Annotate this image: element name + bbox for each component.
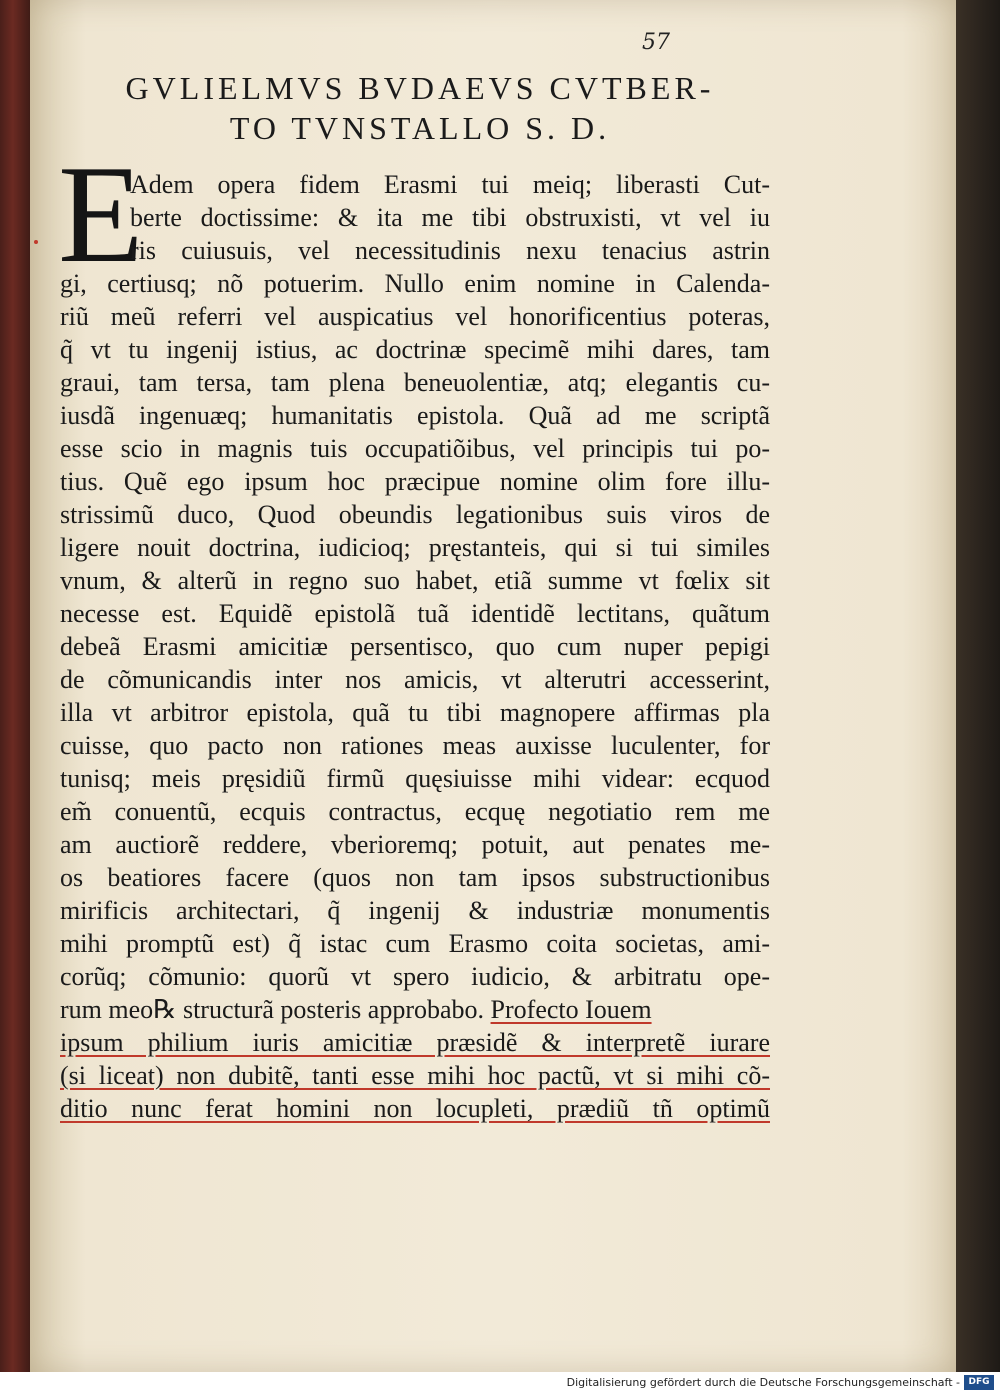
text-line: illa vt arbitror epistola, quã tu tibi magnopere affirmas pla bbox=[60, 698, 770, 727]
text-line: berte doctissime: & ita me tibi obstruxisti, vt vel iu bbox=[130, 203, 770, 232]
underlined-phrase: Profecto Iouem bbox=[490, 995, 652, 1024]
text-line: tunisq; meis pręsidiũ firmũ quęsiuisse mihi videar: ecquod bbox=[60, 764, 770, 793]
underlined-text-line: (si liceat) non dubitẽ, tanti esse mihi hoc pactũ, vt si mihi cõ- bbox=[60, 1061, 770, 1090]
drop-capital: E bbox=[58, 137, 144, 292]
heading-line-2: TO TVNSTALLO S. D. bbox=[229, 110, 611, 146]
text-line: em̃ conuentũ, ecquis contractus, ecquę negotiatio rem me bbox=[60, 797, 770, 826]
text-line: strissimũ duco, Quod obeundis legationibus suis viros de bbox=[60, 500, 770, 529]
text-line: ris cuiusuis, vel necessitudinis nexu tenacius astrin bbox=[130, 236, 770, 265]
text-line: mirificis architectari, q̃ ingenij & industriæ monumentis bbox=[60, 896, 770, 925]
body-text bbox=[60, 168, 770, 1125]
text-line-plain: rum meo℞ structurã posteris approbabo. bbox=[60, 995, 491, 1024]
text-line: corũq; cõmunio: quorũ vt spero iudicio, & arbitratu ope- bbox=[60, 962, 770, 991]
text-line: graui, tam tersa, tam plena beneuolentiæ, atq; elegantis cu- bbox=[60, 368, 770, 397]
dfg-logo: DFG bbox=[964, 1375, 994, 1390]
text-line: Adem opera fidem Erasmi tui meiq; liberasti Cut- bbox=[130, 170, 770, 199]
footer-bar bbox=[0, 1372, 1000, 1395]
text-line: ligere nouit doctrina, iudicioq; pręstanteis, qui si tui similes bbox=[60, 533, 770, 562]
text-line: necesse est. Equidẽ epistolã tuã identidẽ lectitans, quãtum bbox=[60, 599, 770, 628]
text-line: riũ meũ referri vel auspicatius vel honorificentius poteras, bbox=[60, 302, 770, 331]
text-line: esse scio in magnis tuis occupatiõibus, vel principis tui po- bbox=[60, 434, 770, 463]
book-right-edge bbox=[956, 0, 1000, 1372]
book-cover-edge bbox=[0, 0, 32, 1372]
letter-heading bbox=[100, 68, 740, 148]
heading-line-1: GVLIELMVS BVDAEVS CVTBER- bbox=[125, 70, 715, 106]
text-line: iusdã ingenuæq; humanitatis epistola. Quã ad me scriptã bbox=[60, 401, 770, 430]
text-line: os beatiores facere (quos non tam ipsos substructionibus bbox=[60, 863, 770, 892]
text-line: gi, certiusq; nõ potuerim. Nullo enim nomine in Calenda- bbox=[60, 269, 770, 298]
text-line: tius. Quẽ ego ipsum hoc præcipue nomine olim fore illu- bbox=[60, 467, 770, 496]
text-line: cuisse, quo pacto non rationes meas auxisse luculenter, for bbox=[60, 731, 770, 760]
funding-credit: Digitalisierung gefördert durch die Deutsche Forschungsgemeinschaft - bbox=[566, 1376, 960, 1389]
underlined-text-line: ipsum philium iuris amicitiæ præsidẽ & interpretẽ iurare bbox=[60, 1028, 770, 1057]
margin-mark bbox=[34, 240, 38, 244]
text-line: debeã Erasmi amicitiæ persentisco, quo cum nuper pepigi bbox=[60, 632, 770, 661]
text-line: am auctiorẽ reddere, vberioremq; potuit, aut penates me- bbox=[60, 830, 770, 859]
text-line: vnum, & alterũ in regno suo habet, etiã summe vt fœlix sit bbox=[60, 566, 770, 595]
page-number: 57 bbox=[642, 30, 670, 55]
text-line bbox=[60, 993, 770, 1026]
text-line: de cõmunicandis inter nos amicis, vt alterutri accesserint, bbox=[60, 665, 770, 694]
text-line: mihi promptũ est) q̃ istac cum Erasmo coita societas, ami- bbox=[60, 929, 770, 958]
underlined-text-line: ditio nunc ferat homini non locupleti, prædiũ tñ optimũ bbox=[60, 1094, 770, 1123]
text-line: q̃ vt tu ingenij istius, ac doctrinæ specimẽ mihi dares, tam bbox=[60, 335, 770, 364]
